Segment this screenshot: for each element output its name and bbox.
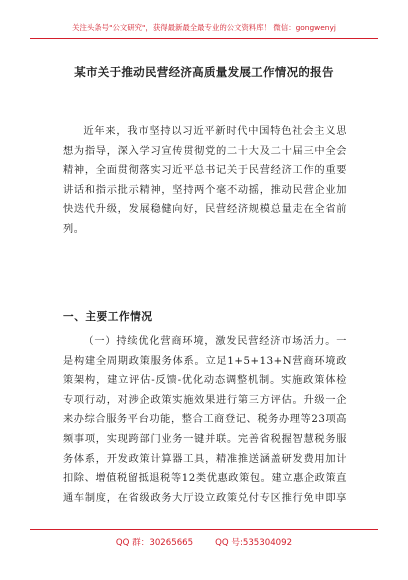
intro-paragraph: 近年来，我市坚持以习近平新时代中国特色社会主义思想为指导，深入学习宣传贯彻党的二十大及二十届三中全会精神，全面贯彻落实习近平总书记关于民营经济工作的重要讲话和指示批示精神，坚持两个毫不动摇，推动民营企业加快迭代升级，发展稳健向好，民营经济规模总量走在全省前列。 [63,126,347,235]
qq-number-text: QQ 号:535304092 [215,538,293,548]
qq-group-text: QQ 群：30265665 [115,538,194,548]
footer-contact [0,536,408,548]
top-divider [30,38,378,39]
top-banner: 关注头条号"公文研究"，获得最新最全最专业的公文资料库！ 微信：gongwenyj [72,23,336,32]
section-heading-1: 一、主要工作情况 [63,311,153,323]
section-1-paragraph-1: （一）持续优化营商环境，激发民营经济市场活力。一是构建全周期政策服务体系。立足1+5+13+N营商环境政策架构，建立评估-反馈-优化动态调整机制。实施政策体检专项行动，对涉企政策实施效果进行第三方评估。升级一企来办综合服务平台功能，整合工商登记、税务办理等23项高频事项，实现跨部门业务一键并联。完善省税握智慧税务服务体系，开发政策计算器工具，精准推送涵盖研发费用加计扣除、增值税留抵退税等12类优惠政策包。建立惠企政策直通车制度，在省级政务大厅设立政策兑付专区推行免申即享 [63,336,347,504]
bottom-divider [30,529,378,530]
document-title: 某市关于推动民营经济高质量发展工作情况的报告 [74,65,334,79]
